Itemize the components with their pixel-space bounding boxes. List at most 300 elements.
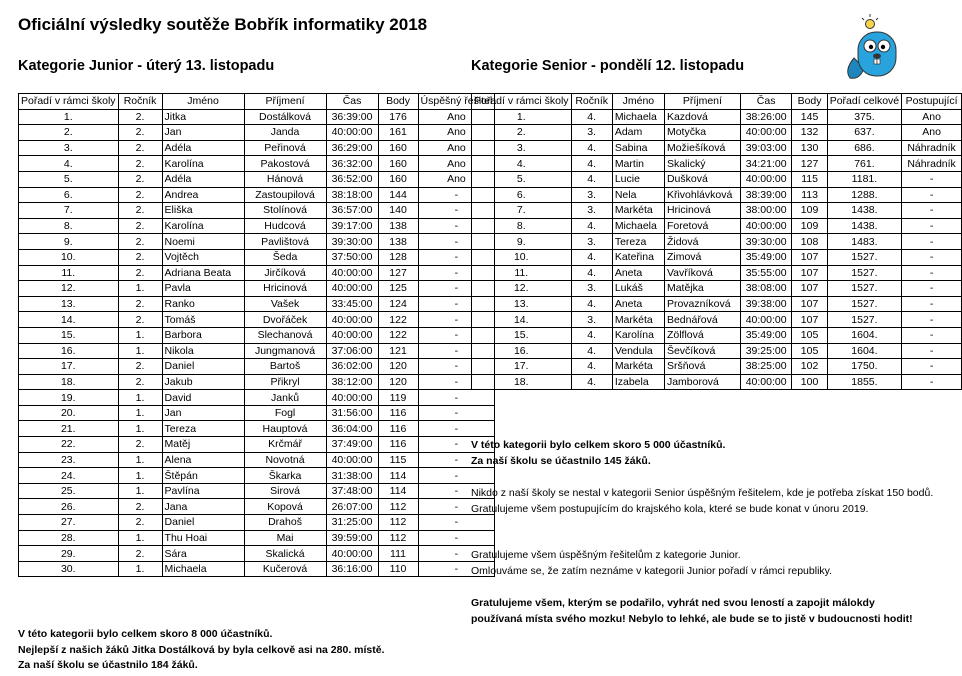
table-cell: Ano	[418, 109, 495, 125]
table-row	[472, 125, 962, 141]
table-cell: Vašek	[244, 296, 326, 312]
table-row	[472, 171, 962, 187]
table-row	[472, 109, 962, 125]
table-cell: 128	[378, 249, 418, 265]
column-header: Ročník	[571, 94, 612, 110]
senior-note: Za naší školu se účastnilo 145 žáků.	[471, 454, 651, 467]
table-cell: 39:25:00	[740, 343, 792, 359]
table-cell: 109	[792, 203, 827, 219]
table-cell: 25.	[19, 483, 119, 499]
table-cell: -	[418, 312, 495, 328]
table-cell: 31:38:00	[326, 468, 378, 484]
table-cell: Novotná	[244, 452, 326, 468]
table-cell: 119	[378, 390, 418, 406]
table-cell: 1.	[118, 343, 162, 359]
table-cell: 4.	[571, 156, 612, 172]
table-cell: 36:52:00	[326, 171, 378, 187]
table-cell: -	[418, 515, 495, 531]
table-cell: Jungmanová	[244, 343, 326, 359]
table-cell: 8.	[19, 218, 119, 234]
table-cell: Motyčka	[664, 125, 740, 141]
table-row	[19, 374, 495, 390]
table-cell: 1.	[118, 530, 162, 546]
table-cell: 2.	[118, 296, 162, 312]
table-cell: Pakostová	[244, 156, 326, 172]
table-cell: Pavlína	[162, 483, 244, 499]
table-row	[19, 140, 495, 156]
table-cell: 1527.	[827, 312, 901, 328]
table-cell: 38:26:00	[740, 109, 792, 125]
table-cell: 3.	[571, 234, 612, 250]
table-cell: 4.	[571, 109, 612, 125]
table-cell: 39:17:00	[326, 218, 378, 234]
table-cell: 115	[378, 452, 418, 468]
table-cell: 39:30:00	[326, 234, 378, 250]
table-cell: 24.	[19, 468, 119, 484]
table-cell: 37:50:00	[326, 249, 378, 265]
table-cell: Jan	[162, 405, 244, 421]
table-cell: 34:21:00	[740, 156, 792, 172]
table-cell: Michaela	[162, 561, 244, 577]
table-cell: 127	[378, 265, 418, 281]
junior-info-line: Omlouváme se, že zatím neznáme v kategorii Junior pořadí v rámci republiky.	[471, 564, 833, 577]
table-cell: 12.	[472, 281, 572, 297]
table-cell: Hricinová	[244, 281, 326, 297]
table-cell: 2.	[118, 437, 162, 453]
table-cell: 116	[378, 437, 418, 453]
table-cell: 40:00:00	[326, 125, 378, 141]
table-cell: 2.	[118, 125, 162, 141]
table-cell: 5.	[472, 171, 572, 187]
table-cell: 107	[792, 296, 827, 312]
table-cell: Bartoš	[244, 359, 326, 375]
table-cell: Daniel	[162, 515, 244, 531]
table-cell: Možiešíková	[664, 140, 740, 156]
table-cell: Ševčíková	[664, 343, 740, 359]
table-cell: -	[902, 296, 962, 312]
table-cell: Ano	[418, 171, 495, 187]
table-cell: 2.	[118, 499, 162, 515]
table-cell: 109	[792, 218, 827, 234]
table-cell: 1.	[118, 327, 162, 343]
table-cell: Provazníková	[664, 296, 740, 312]
table-cell: 37:49:00	[326, 437, 378, 453]
table-cell: 3.	[571, 125, 612, 141]
table-cell: 11.	[19, 265, 119, 281]
table-cell: 2.	[118, 156, 162, 172]
table-cell: 29.	[19, 546, 119, 562]
table-cell: 4.	[571, 171, 612, 187]
table-cell: -	[418, 359, 495, 375]
table-cell: 2.	[118, 203, 162, 219]
table-row	[472, 156, 962, 172]
table-cell: Janků	[244, 390, 326, 406]
table-cell: 40:00:00	[326, 452, 378, 468]
table-cell: -	[418, 421, 495, 437]
table-cell: 2.	[118, 359, 162, 375]
table-row	[472, 327, 962, 343]
closing-message	[471, 596, 913, 627]
table-cell: 1604.	[827, 343, 901, 359]
table-cell: 114	[378, 468, 418, 484]
table-cell: 4.	[571, 249, 612, 265]
table-cell: 120	[378, 374, 418, 390]
table-cell: 2.	[118, 374, 162, 390]
table-cell: -	[418, 390, 495, 406]
table-cell: 4.	[571, 327, 612, 343]
table-cell: 40:00:00	[740, 125, 792, 141]
table-cell: Karolína	[162, 218, 244, 234]
table-cell: 18.	[19, 374, 119, 390]
table-cell: 2.	[118, 109, 162, 125]
table-row	[19, 515, 495, 531]
table-cell: Karolína	[612, 327, 664, 343]
table-cell: -	[418, 437, 495, 453]
table-cell: 112	[378, 530, 418, 546]
table-cell: 8.	[472, 218, 572, 234]
table-cell: 2.	[118, 187, 162, 203]
table-cell: Nela	[612, 187, 664, 203]
table-cell: 4.	[571, 296, 612, 312]
table-cell: -	[418, 281, 495, 297]
table-row	[472, 203, 962, 219]
table-row	[472, 359, 962, 375]
table-cell: -	[418, 249, 495, 265]
table-cell: Dušková	[664, 171, 740, 187]
table-cell: 36:39:00	[326, 109, 378, 125]
closing-line: používaná místa svého mozku! Nebylo to lehké, ale bude se to jistě v budoucnosti hodit!	[471, 612, 913, 625]
table-cell: -	[418, 499, 495, 515]
senior-results-table	[471, 93, 962, 390]
senior-info-line: Nikdo z naší školy se nestal v kategorii Senior úspěšným řešitelem, kde je potřeba získat 150 bodů.	[471, 487, 934, 499]
table-row	[19, 421, 495, 437]
table-cell: 4.	[571, 374, 612, 390]
table-cell: -	[418, 343, 495, 359]
table-cell: Skalická	[244, 546, 326, 562]
table-cell: 13.	[472, 296, 572, 312]
junior-info	[471, 548, 832, 579]
column-header: Body	[792, 94, 827, 110]
page-title: Oficiální výsledky soutěže Bobřík informatiky 2018	[18, 15, 428, 34]
table-cell: 9.	[19, 234, 119, 250]
table-cell: 107	[792, 281, 827, 297]
table-row	[19, 187, 495, 203]
column-header: Body	[378, 94, 418, 110]
table-row	[19, 109, 495, 125]
table-cell: 100	[792, 374, 827, 390]
table-cell: 2.	[118, 312, 162, 328]
table-cell: -	[418, 187, 495, 203]
table-cell: Jakub	[162, 374, 244, 390]
table-cell: 3.	[19, 140, 119, 156]
table-row	[472, 374, 962, 390]
table-cell: Slechanová	[244, 327, 326, 343]
table-cell: 1.	[472, 109, 572, 125]
table-cell: Michaela	[612, 109, 664, 125]
table-row	[19, 405, 495, 421]
table-cell: 39:30:00	[740, 234, 792, 250]
table-cell: 39:03:00	[740, 140, 792, 156]
table-cell: 160	[378, 156, 418, 172]
table-cell: 112	[378, 499, 418, 515]
table-cell: 31:56:00	[326, 405, 378, 421]
table-cell: Sršňová	[664, 359, 740, 375]
table-cell: 40:00:00	[326, 265, 378, 281]
table-cell: Markéta	[612, 312, 664, 328]
column-header: Postupující	[902, 94, 962, 110]
table-cell: 3.	[571, 203, 612, 219]
table-cell: 14.	[472, 312, 572, 328]
table-cell: 4.	[571, 218, 612, 234]
table-cell: -	[418, 468, 495, 484]
table-cell: 3.	[571, 187, 612, 203]
table-cell: 3.	[472, 140, 572, 156]
beaver-mascot-icon	[840, 12, 918, 82]
table-cell: 10.	[472, 249, 572, 265]
table-cell: -	[902, 203, 962, 219]
table-cell: 39:38:00	[740, 296, 792, 312]
table-cell: -	[902, 374, 962, 390]
table-cell: Kopová	[244, 499, 326, 515]
table-cell: 105	[792, 343, 827, 359]
senior-summary	[471, 438, 725, 469]
table-row	[472, 281, 962, 297]
table-cell: 2.	[19, 125, 119, 141]
table-cell: Zimová	[664, 249, 740, 265]
table-row	[19, 468, 495, 484]
table-cell: 37:06:00	[326, 343, 378, 359]
table-cell: -	[418, 234, 495, 250]
table-cell: Hricinová	[664, 203, 740, 219]
table-cell: Židová	[664, 234, 740, 250]
table-cell: -	[902, 312, 962, 328]
table-cell: 36:02:00	[326, 359, 378, 375]
table-cell: Thu Hoai	[162, 530, 244, 546]
table-cell: 23.	[19, 452, 119, 468]
table-row	[19, 327, 495, 343]
table-row	[19, 343, 495, 359]
table-cell: 4.	[571, 359, 612, 375]
table-cell: 3.	[571, 312, 612, 328]
table-cell: 40:00:00	[326, 281, 378, 297]
table-cell: Matěj	[162, 437, 244, 453]
table-cell: 40:00:00	[740, 374, 792, 390]
table-cell: Adriana Beata	[162, 265, 244, 281]
column-header: Čas	[740, 94, 792, 110]
table-cell: 30.	[19, 561, 119, 577]
table-cell: 4.	[472, 156, 572, 172]
table-row	[19, 452, 495, 468]
table-cell: 2.	[118, 265, 162, 281]
table-row	[19, 359, 495, 375]
table-cell: 40:00:00	[326, 546, 378, 562]
table-cell: Jan	[162, 125, 244, 141]
table-cell: 761.	[827, 156, 901, 172]
table-cell: 116	[378, 405, 418, 421]
table-cell: 107	[792, 249, 827, 265]
table-cell: Vendula	[612, 343, 664, 359]
column-header: Příjmení	[244, 94, 326, 110]
table-cell: 1750.	[827, 359, 901, 375]
table-cell: 40:00:00	[740, 312, 792, 328]
table-cell: Ano	[902, 109, 962, 125]
table-cell: -	[418, 405, 495, 421]
table-cell: Sára	[162, 546, 244, 562]
table-cell: 1.	[118, 561, 162, 577]
table-cell: 127	[792, 156, 827, 172]
table-cell: 1.	[118, 390, 162, 406]
column-header: Pořadí celkové	[827, 94, 901, 110]
table-cell: 20.	[19, 405, 119, 421]
senior-info	[471, 486, 933, 517]
table-cell: -	[418, 327, 495, 343]
table-cell: Stolínová	[244, 203, 326, 219]
table-row	[472, 218, 962, 234]
table-cell: 40:00:00	[326, 390, 378, 406]
table-cell: 4.	[19, 156, 119, 172]
table-cell: Štěpán	[162, 468, 244, 484]
table-cell: Fogl	[244, 405, 326, 421]
table-cell: Vavříková	[664, 265, 740, 281]
table-cell: 107	[792, 265, 827, 281]
table-cell: 1288.	[827, 187, 901, 203]
table-cell: Ano	[902, 125, 962, 141]
table-cell: 144	[378, 187, 418, 203]
table-cell: 31:25:00	[326, 515, 378, 531]
closing-line: Gratulujeme všem, kterým se podařilo, vyhrát ned svou leností a zapojit málokdy	[471, 597, 875, 609]
junior-note: Nejlepší z našich žáků Jitka Dostálková by byla celkově asi na 280. místě.	[18, 643, 385, 656]
table-cell: 1.	[118, 468, 162, 484]
table-cell: 11.	[472, 265, 572, 281]
table-cell: Dostálková	[244, 109, 326, 125]
table-cell: -	[902, 171, 962, 187]
table-cell: 40:00:00	[326, 327, 378, 343]
table-cell: 160	[378, 140, 418, 156]
table-cell: Bednářová	[664, 312, 740, 328]
column-header: Jméno	[612, 94, 664, 110]
table-row	[19, 296, 495, 312]
table-cell: 161	[378, 125, 418, 141]
table-cell: 40:00:00	[740, 218, 792, 234]
table-cell: Daniel	[162, 359, 244, 375]
table-cell: 111	[378, 546, 418, 562]
table-cell: 1483.	[827, 234, 901, 250]
table-cell: Mai	[244, 530, 326, 546]
table-cell: Pavla	[162, 281, 244, 297]
table-cell: Peřinová	[244, 140, 326, 156]
table-cell: 33:45:00	[326, 296, 378, 312]
table-cell: Jirčíková	[244, 265, 326, 281]
junior-note: Za naší školu se účastnilo 184 žáků.	[18, 659, 198, 671]
table-cell: 1.	[19, 109, 119, 125]
table-cell: -	[902, 187, 962, 203]
table-cell: 1855.	[827, 374, 901, 390]
table-cell: -	[418, 530, 495, 546]
column-header: Příjmení	[664, 94, 740, 110]
table-cell: Foretová	[664, 218, 740, 234]
table-cell: 112	[378, 515, 418, 531]
table-cell: Tereza	[162, 421, 244, 437]
table-cell: Janda	[244, 125, 326, 141]
table-cell: Alena	[162, 452, 244, 468]
table-cell: Drahoš	[244, 515, 326, 531]
table-cell: Tereza	[612, 234, 664, 250]
table-row	[19, 265, 495, 281]
table-cell: Jana	[162, 499, 244, 515]
table-cell: 26:07:00	[326, 499, 378, 515]
table-cell: Lukáš	[612, 281, 664, 297]
table-cell: 6.	[472, 187, 572, 203]
table-cell: Markéta	[612, 203, 664, 219]
junior-summary	[18, 627, 385, 674]
table-cell: Martin	[612, 156, 664, 172]
table-cell: 15.	[472, 327, 572, 343]
table-cell: Matějka	[664, 281, 740, 297]
table-cell: 37:48:00	[326, 483, 378, 499]
table-cell: -	[418, 483, 495, 499]
table-cell: 16.	[472, 343, 572, 359]
table-cell: Ano	[418, 140, 495, 156]
table-cell: 38:18:00	[326, 187, 378, 203]
table-cell: Hauptová	[244, 421, 326, 437]
table-row	[472, 249, 962, 265]
table-cell: 22.	[19, 437, 119, 453]
table-cell: Aneta	[612, 296, 664, 312]
table-cell: David	[162, 390, 244, 406]
table-cell: 120	[378, 359, 418, 375]
table-cell: Aneta	[612, 265, 664, 281]
table-cell: Náhradník	[902, 140, 962, 156]
table-cell: 121	[378, 343, 418, 359]
table-row	[19, 483, 495, 499]
column-header: Čas	[326, 94, 378, 110]
table-cell: 7.	[19, 203, 119, 219]
table-cell: Ranko	[162, 296, 244, 312]
table-row	[19, 312, 495, 328]
table-cell: 114	[378, 483, 418, 499]
table-row	[19, 249, 495, 265]
table-row	[19, 546, 495, 562]
senior-info-line: Gratulujeme všem postupujícím do krajského kola, které se bude konat v únoru 2019.	[471, 502, 869, 515]
table-cell: 18.	[472, 374, 572, 390]
table-cell: Skalický	[664, 156, 740, 172]
table-row	[472, 265, 962, 281]
table-cell: 1604.	[827, 327, 901, 343]
senior-note: V této kategorii bylo celkem skoro 5 000 účastníků.	[471, 439, 726, 451]
table-cell: 9.	[472, 234, 572, 250]
table-cell: 132	[792, 125, 827, 141]
table-cell: 5.	[19, 171, 119, 187]
table-row	[19, 437, 495, 453]
table-cell: 110	[378, 561, 418, 577]
table-cell: Dvořáček	[244, 312, 326, 328]
table-cell: 40:00:00	[740, 171, 792, 187]
table-cell: Andrea	[162, 187, 244, 203]
table-cell: -	[902, 359, 962, 375]
table-cell: 16.	[19, 343, 119, 359]
table-cell: 108	[792, 234, 827, 250]
table-cell: 40:00:00	[326, 312, 378, 328]
table-cell: Zölflová	[664, 327, 740, 343]
table-cell: 1.	[118, 405, 162, 421]
table-cell: 145	[792, 109, 827, 125]
table-cell: 1527.	[827, 249, 901, 265]
table-cell: 1527.	[827, 265, 901, 281]
table-cell: 107	[792, 312, 827, 328]
table-cell: 27.	[19, 515, 119, 531]
table-cell: 4.	[571, 343, 612, 359]
table-row	[19, 156, 495, 172]
